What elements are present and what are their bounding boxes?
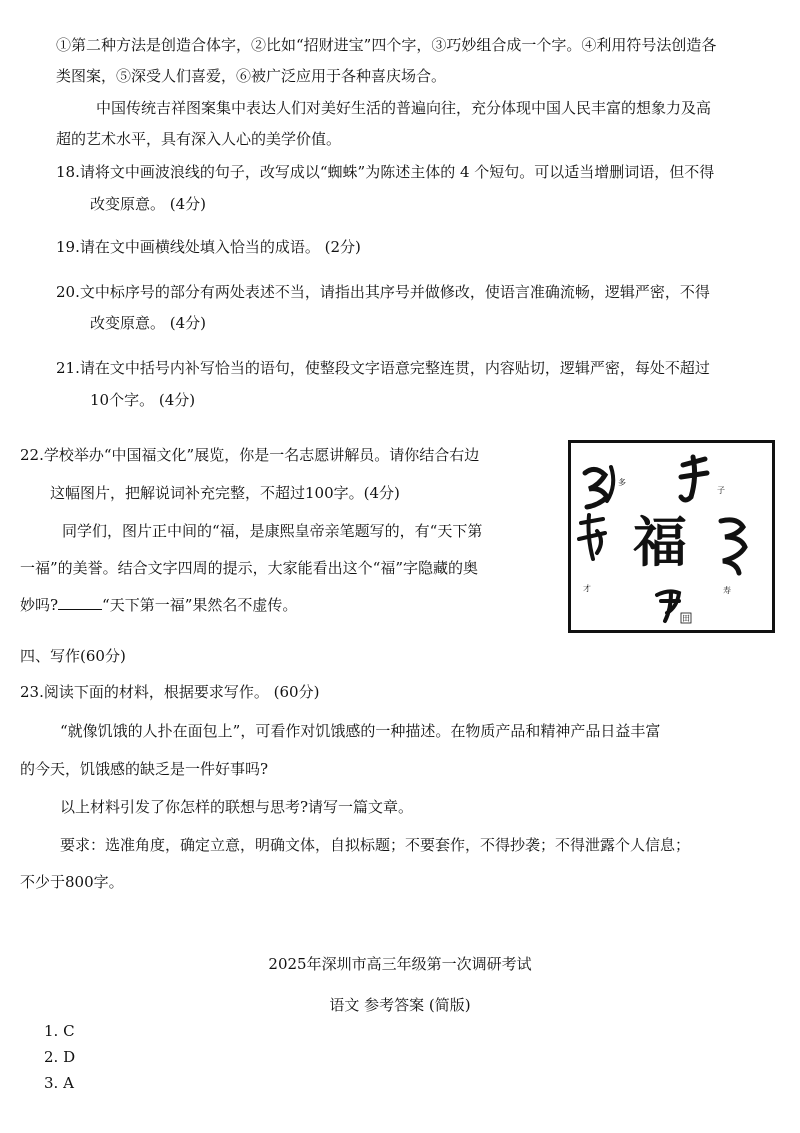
question-20-line-1: 20.文中标序号的部分有两处表述不当，请指出其序号并做修改，使语言准确流畅，逻辑严密，不得 (56, 283, 710, 301)
question-22-after-blank: “天下第一福”果然名不虚传。 (102, 596, 298, 614)
question-23-heading: 23.阅读下面的材料，根据要求写作。 (60分) (20, 683, 320, 701)
answer-blank[interactable] (58, 595, 102, 610)
question-22-line-3: 同学们，图片正中间的“福，是康熙皇帝亲笔题写的，有“天下第 (62, 522, 483, 540)
answer-item-2: 2. D (44, 1048, 76, 1066)
answers-title: 2025年深圳市高三年级第一次调研考试 (268, 955, 532, 973)
question-20-line-2: 改变原意。 (4分) (90, 314, 207, 332)
question-22-before-blank: 妙吗? (20, 596, 59, 614)
figure-label-zi: 子 (717, 486, 725, 495)
question-23-requirements-1: 要求：选准角度，确定立意，明确文体，自拟标题；不要套作，不得抄袭；不得泄露个人信息； (60, 836, 691, 854)
figure-label-duo: 多 (618, 478, 626, 487)
question-22-line-2: 这幅图片，把解说词补充完整，不超过100字。(4分) (50, 484, 400, 502)
question-23-requirements-2: 不少于800字。 (20, 873, 124, 891)
answer-item-1: 1. C (44, 1022, 75, 1040)
intro-line-1: ①第二种方法是创造合体字，②比如“招财进宝”四个字，③巧妙组合成一个字。④利用符号法创造各 (56, 36, 717, 54)
figure-label-shou: 寿 (723, 586, 731, 595)
question-23-prompt: 以上材料引发了你怎样的联想与思考?请写一篇文章。 (60, 798, 414, 816)
intro-line-4: 超的艺术水平，具有深入人心的美学价值。 (56, 130, 342, 148)
answers-subtitle: 语文 参考答案 (简版) (329, 996, 471, 1014)
question-22-line-4: 一福”的美誉。结合文字四周的提示，大家能看出这个“福”字隐藏的奥 (20, 559, 479, 577)
question-21-line-2: 10个字。 (4分) (90, 391, 196, 409)
answer-item-3: 3. A (44, 1074, 74, 1092)
question-23-material-1: “就像饥饿的人扑在面包上”，可看作对饥饿感的一种描述。在物质产品和精神产品日益丰富 (60, 722, 661, 740)
section-4-heading: 四、写作(60分) (20, 647, 126, 665)
question-19: 19.请在文中画横线处填入恰当的成语。 (2分) (56, 238, 361, 256)
fu-calligraphy-image (568, 440, 775, 633)
question-23-material-2: 的今天，饥饿感的缺乏是一件好事吗? (20, 760, 269, 778)
intro-line-3: 中国传统吉祥图案集中表达人们对美好生活的普遍向往，充分体现中国人民丰富的想象力及高 (96, 99, 712, 117)
intro-line-2: 类图案，⑤深受人们喜爱，⑥被广泛应用于各种喜庆场合。 (56, 67, 447, 85)
question-22-line-5 (20, 595, 297, 615)
question-18-line-2: 改变原意。 (4分) (90, 195, 207, 213)
question-22-line-1: 22.学校举办“中国福文化”展览，你是一名志愿讲解员。请你结合右边 (20, 446, 480, 464)
fu-character: 福 (633, 510, 687, 574)
question-18-line-1: 18.请将文中画波浪线的句子，改写成以“蜘蛛”为陈述主体的 4 个短句。可以适当增删词语，但不得 (56, 163, 715, 181)
figure-label-tian: 田 (682, 614, 690, 623)
question-21-line-1: 21.请在文中括号内补写恰当的语句，使整段文字语意完整连贯，内容贴切，逻辑严密，每处不超过 (56, 359, 710, 377)
figure-label-cai: 才 (583, 584, 591, 593)
